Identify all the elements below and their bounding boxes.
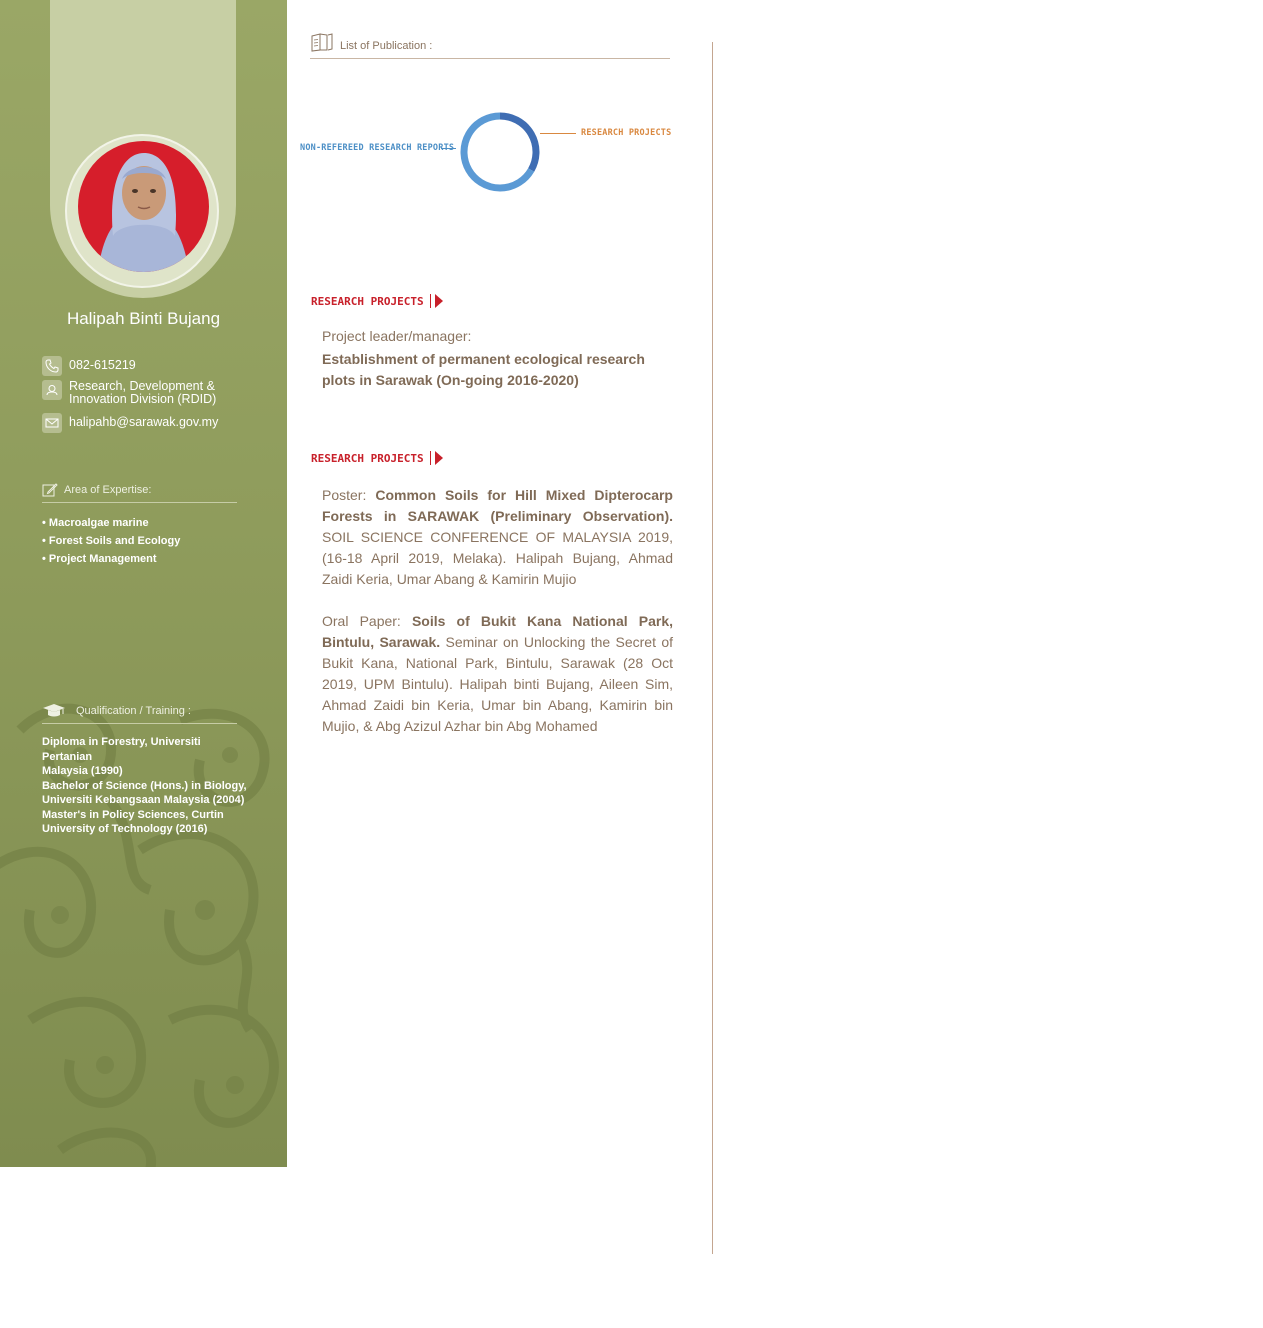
- triangle-arrow-icon: [435, 294, 443, 308]
- expertise-item: • Project Management: [42, 550, 180, 568]
- profile-sidebar: [0, 0, 287, 1167]
- chart-label-non-refereed: NON-REFEREED RESEARCH REPORTS: [300, 143, 455, 153]
- expertise-list: [42, 514, 180, 568]
- qualification-heading: Qualification / Training :: [42, 703, 237, 724]
- heading-divider: [430, 294, 431, 308]
- expertise-item: • Forest Soils and Ecology: [42, 532, 180, 550]
- publication-entry-oral-paper: Oral Paper: Soils of Bukit Kana National Park, Bintulu, Sarawak. Seminar on Unlocking the Secret of Bukit Kana, National Park, Bintulu, Sarawak (28 Oct 2019, UPM Bintulu). Halipah binti Bujang, Aileen Sim, Ahmad Zaidi bin Keria, Umar bin Abang, Kamirin bin Mujio, & Abg Azizul Azhar bin Abg Mohamed: [322, 613, 674, 734]
- book-icon: [310, 32, 334, 52]
- phone-icon: [42, 356, 62, 376]
- contact-phone: [42, 356, 136, 376]
- qualification-item: Diploma in Forestry, Universiti Pertanian Malaysia (1990): [42, 736, 201, 777]
- email-text[interactable]: halipahb@sarawak.gov.my: [69, 415, 219, 429]
- qualification-item: Bachelor of Science (Hons.) in Biology, Universiti Kebangsaan Malaysia (2004): [42, 779, 247, 806]
- expertise-heading: Area of Expertise:: [42, 482, 237, 503]
- contact-email: [42, 413, 218, 433]
- publication-heading: List of Publication :: [310, 32, 670, 59]
- mail-icon: [42, 413, 62, 433]
- qualification-item: Master's in Policy Sciences, Curtin University of Technology (2016): [42, 808, 224, 835]
- heading-divider: [430, 451, 431, 465]
- donut-slice-0: [500, 116, 536, 170]
- project-role: Project leader/manager:: [322, 328, 472, 344]
- leader-line-right: [540, 133, 576, 134]
- research-projects-heading-2: RESEARCH PROJECTS: [311, 451, 443, 465]
- publication-entry-poster: Poster: Common Soils for Hill Mixed Dipterocarp Forests in SARAWAK (Preliminary Observation). SOIL SCIENCE CONFERENCE OF MALAYSIA 2019, (16-18 April 2019, Melaka). Halipah Bujang, Ahmad Zaidi Keria, Umar Abang & Kamirin Mujio: [322, 487, 673, 587]
- chart-label-research-projects: RESEARCH PROJECTS: [581, 128, 672, 138]
- project-title: Establishment of permanent ecological research plots in Sarawak (On-going 2016-2020): [322, 351, 645, 388]
- graduation-cap-icon: [42, 703, 66, 719]
- publication-donut-chart: [440, 100, 560, 204]
- expertise-item: • Macroalgae marine: [42, 514, 180, 532]
- qualification-list: [42, 735, 252, 837]
- edit-icon: [42, 482, 58, 498]
- profile-name: Halipah Binti Bujang: [66, 309, 221, 328]
- contact-division: [42, 380, 229, 406]
- location-icon: [42, 380, 62, 400]
- division-text: Research, Development & Innovation Division (RDID): [69, 379, 217, 406]
- profile-photo: [78, 141, 209, 272]
- research-projects-heading-1: RESEARCH PROJECTS: [311, 294, 443, 308]
- column-divider: [712, 42, 713, 1254]
- phone-text: 082-615219: [69, 358, 136, 372]
- triangle-arrow-icon: [435, 451, 443, 465]
